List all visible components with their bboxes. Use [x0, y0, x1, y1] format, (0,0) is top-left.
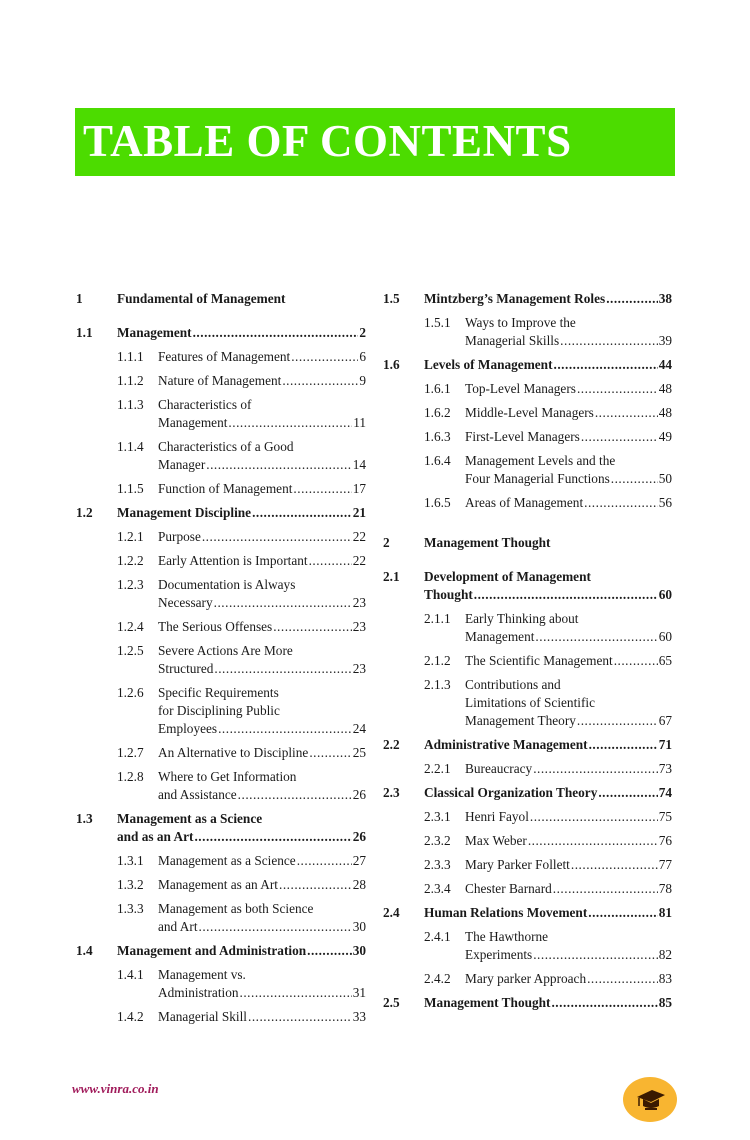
toc-title: Top-Level Managers	[465, 381, 576, 396]
toc-number: 1.2.3	[117, 577, 144, 592]
dot-leader	[193, 324, 359, 342]
toc-title: Structured	[158, 661, 214, 676]
toc-title: and Assistance	[158, 787, 237, 802]
toc-page-number: 39	[658, 333, 672, 348]
toc-page-number: 56	[658, 495, 672, 510]
toc-page-number: 44	[658, 357, 672, 372]
dot-leader	[202, 528, 352, 546]
toc-number: 1.3.1	[117, 853, 144, 868]
toc-page-number: 27	[352, 853, 366, 868]
toc-number: 2.3.2	[424, 833, 451, 848]
toc-number: 2.1.1	[424, 611, 451, 626]
toc-subsection[interactable]	[76, 852, 366, 870]
dot-leader	[206, 456, 351, 474]
toc-subsection[interactable]	[76, 528, 366, 546]
toc-title: Management	[465, 629, 535, 644]
toc-title: Human Relations Movement	[424, 905, 588, 920]
toc-subsection[interactable]	[383, 652, 672, 670]
toc-number: 1.5.1	[424, 315, 451, 330]
toc-title: Management vs.	[158, 967, 246, 982]
toc-number: 1.2.1	[117, 529, 144, 544]
dot-leader	[598, 784, 657, 802]
toc-chapter[interactable]	[383, 534, 672, 552]
dot-leader	[297, 852, 352, 870]
toc-title: Chester Barnard	[465, 881, 552, 896]
toc-page-number: 81	[658, 905, 672, 920]
toc-number: 1.2	[76, 505, 93, 520]
toc-page-number: 74	[658, 785, 672, 800]
dot-leader	[553, 880, 658, 898]
toc-title: Mary parker Approach	[465, 971, 587, 986]
toc-subsection[interactable]	[383, 676, 672, 730]
toc-page-number: 17	[352, 481, 366, 496]
dot-leader	[279, 876, 352, 894]
toc-title: Management as an Art	[158, 877, 279, 892]
toc-title: Management and Administration	[117, 943, 307, 958]
toc-title: Management Thought	[424, 995, 551, 1010]
toc-title: Management	[117, 325, 192, 340]
dot-leader	[614, 652, 658, 670]
dot-leader	[571, 856, 658, 874]
toc-number: 1.4	[76, 943, 93, 958]
toc-subsection[interactable]	[383, 970, 672, 988]
dot-leader	[606, 290, 658, 308]
toc-subsection[interactable]	[76, 1008, 366, 1026]
spacer	[383, 558, 672, 568]
toc-page-number: 26	[352, 829, 366, 844]
toc-title: First-Level Managers	[465, 429, 580, 444]
toc-title: Fundamental of Management	[117, 291, 286, 306]
spacer	[76, 314, 366, 324]
dot-leader	[577, 380, 658, 398]
toc-subsection[interactable]	[383, 380, 672, 398]
toc-page-number: 48	[658, 381, 672, 396]
toc-subsection[interactable]	[76, 552, 366, 570]
toc-number: 1.2.8	[117, 769, 144, 784]
toc-title: Characteristics of	[158, 397, 252, 412]
dot-leader	[194, 828, 351, 846]
toc-number: 1	[76, 291, 83, 306]
toc-title: Four Managerial Functions	[465, 471, 610, 486]
toc-page-number: 23	[352, 619, 366, 634]
toc-page-number: 11	[353, 415, 366, 430]
toc-title: Areas of Management	[465, 495, 584, 510]
toc-title: The Scientific Management	[465, 653, 613, 668]
dot-leader	[595, 404, 658, 422]
toc-page-number: 30	[352, 919, 366, 934]
toc-page-number: 23	[352, 661, 366, 676]
toc-number: 2.3.3	[424, 857, 451, 872]
toc-page-number: 65	[658, 653, 672, 668]
toc-page-number: 25	[352, 745, 366, 760]
toc-number: 2.2	[383, 737, 400, 752]
toc-title: Early Thinking about	[465, 611, 579, 626]
toc-number: 2.1.2	[424, 653, 451, 668]
toc-page-number: 31	[352, 985, 366, 1000]
toc-number: 1.6	[383, 357, 400, 372]
dot-leader	[218, 720, 352, 738]
dot-leader	[551, 994, 657, 1012]
toc-title: Mintzberg’s Management Roles	[424, 291, 606, 306]
toc-section[interactable]	[76, 942, 366, 960]
toc-number: 1.3.2	[117, 877, 144, 892]
toc-number: 1.6.3	[424, 429, 451, 444]
spacer	[383, 518, 672, 534]
toc-title: The Serious Offenses	[158, 619, 273, 634]
dot-leader	[581, 428, 658, 446]
toc-subsection[interactable]	[76, 966, 366, 1002]
toc-number: 1.1.4	[117, 439, 144, 454]
toc-subsection[interactable]	[383, 760, 672, 778]
toc-number: 2.4	[383, 905, 400, 920]
toc-number: 1.2.6	[117, 685, 144, 700]
toc-title: Manager	[158, 457, 206, 472]
toc-number: 1.2.5	[117, 643, 144, 658]
dot-leader	[530, 808, 658, 826]
toc-number: 1.3	[76, 811, 93, 826]
toc-page-number: 48	[658, 405, 672, 420]
toc-subsection[interactable]	[383, 610, 672, 646]
toc-title: Nature of Management	[158, 373, 282, 388]
toc-title: Early Attention is Important	[158, 553, 308, 568]
toc-number: 1.1	[76, 325, 93, 340]
toc-subsection[interactable]	[76, 348, 366, 366]
toc-subsection[interactable]	[383, 428, 672, 446]
toc-number: 2.4.1	[424, 929, 451, 944]
toc-page-number: 9	[359, 373, 366, 388]
dot-leader	[588, 904, 657, 922]
toc-subsection[interactable]	[383, 856, 672, 874]
toc-title: Classical Organization Theory	[424, 785, 598, 800]
toc-number: 1.1.3	[117, 397, 144, 412]
graduation-cap-icon	[623, 1077, 677, 1122]
toc-subsection[interactable]	[383, 452, 672, 488]
toc-page-number: 24	[352, 721, 366, 736]
toc-subsection[interactable]	[383, 404, 672, 422]
dot-leader	[307, 942, 352, 960]
toc-title: Purpose	[158, 529, 201, 544]
toc-page-number: 73	[658, 761, 672, 776]
dot-leader	[214, 594, 352, 612]
toc-subsection[interactable]	[383, 314, 672, 350]
dot-leader	[248, 1008, 352, 1026]
toc-number: 1.1.2	[117, 373, 144, 388]
toc-title: and Art	[158, 919, 198, 934]
toc-subsection[interactable]	[383, 832, 672, 850]
dot-leader	[240, 984, 352, 1002]
toc-chapter[interactable]	[76, 290, 366, 308]
toc-section[interactable]	[383, 784, 672, 802]
toc-subsection[interactable]	[76, 642, 366, 678]
dot-leader	[589, 736, 658, 754]
toc-title: Specific Requirements	[158, 685, 279, 700]
toc-subsection[interactable]	[76, 480, 366, 498]
toc-page-number: 38	[658, 291, 672, 306]
dot-leader	[577, 712, 658, 730]
toc-page-number: 78	[658, 881, 672, 896]
toc-title: Levels of Management	[424, 357, 553, 372]
toc-subsection[interactable]	[76, 372, 366, 390]
title-banner	[75, 108, 675, 176]
toc-subsection[interactable]	[76, 396, 366, 432]
toc-page-number: 67	[658, 713, 672, 728]
toc-title: Management Thought	[424, 535, 551, 550]
toc-page-number: 22	[352, 529, 366, 544]
toc-title: An Alternative to Discipline	[158, 745, 309, 760]
toc-number: 1.1.1	[117, 349, 144, 364]
toc-page-number: 26	[352, 787, 366, 802]
toc-title: Where to Get Information	[158, 769, 297, 784]
toc-title: Severe Actions Are More	[158, 643, 293, 658]
toc-title: Management	[158, 415, 228, 430]
toc-section[interactable]	[76, 324, 366, 342]
dot-leader	[293, 480, 351, 498]
toc-page-number: 30	[352, 943, 366, 958]
toc-page-number: 76	[658, 833, 672, 848]
toc-right-column	[383, 290, 672, 1018]
dot-leader	[199, 918, 352, 936]
toc-number: 2.3	[383, 785, 400, 800]
toc-left-column	[76, 290, 366, 1032]
toc-page-number: 60	[658, 629, 672, 644]
page-title: TABLE OF CONTENTS	[83, 116, 572, 166]
dot-leader	[238, 786, 352, 804]
toc-number: 2.3.1	[424, 809, 451, 824]
toc-title: Max Weber	[465, 833, 527, 848]
toc-title: Mary Parker Follett	[465, 857, 570, 872]
toc-page-number: 83	[658, 971, 672, 986]
toc-title: Employees	[158, 721, 218, 736]
toc-subsection[interactable]	[383, 880, 672, 898]
toc-subsection[interactable]	[76, 576, 366, 612]
toc-section[interactable]	[383, 994, 672, 1012]
toc-number: 1.6.1	[424, 381, 451, 396]
toc-number: 1.6.2	[424, 405, 451, 420]
toc-title: Administrative Management	[424, 737, 588, 752]
toc-title: Management Theory	[465, 713, 576, 728]
toc-section[interactable]	[383, 356, 672, 374]
toc-section[interactable]	[383, 904, 672, 922]
toc-title: Management Discipline	[117, 505, 252, 520]
toc-title: Documentation is Always	[158, 577, 296, 592]
dot-leader	[587, 970, 658, 988]
toc-title: Features of Management	[158, 349, 291, 364]
toc-page-number: 75	[658, 809, 672, 824]
toc-number: 1.4.1	[117, 967, 144, 982]
dot-leader	[528, 832, 658, 850]
dot-leader	[214, 660, 351, 678]
toc-title: Management as a Science	[158, 853, 296, 868]
toc-title: Middle-Level Managers	[465, 405, 594, 420]
toc-title: Administration	[158, 985, 239, 1000]
toc-page-number: 2	[359, 325, 366, 340]
toc-title: Thought	[424, 587, 473, 602]
toc-subsection[interactable]	[76, 618, 366, 636]
toc-page-number: 22	[352, 553, 366, 568]
toc-number: 1.5	[383, 291, 400, 306]
toc-page-number: 82	[658, 947, 672, 962]
toc-title: Limitations of Scientific	[465, 695, 595, 710]
dot-leader	[474, 586, 658, 604]
toc-number: 2.5	[383, 995, 400, 1010]
toc-number: 2	[383, 535, 390, 550]
toc-number: 1.3.3	[117, 901, 144, 916]
toc-title: Managerial Skills	[465, 333, 560, 348]
toc-number: 2.1	[383, 569, 400, 584]
dot-leader	[533, 946, 657, 964]
dot-leader	[535, 628, 657, 646]
footer-website-link[interactable]: www.vinra.co.in	[72, 1081, 159, 1096]
toc-page-number: 85	[658, 995, 672, 1010]
toc-title: Management Levels and the	[465, 453, 616, 468]
toc-title: Management as a Science	[117, 811, 263, 826]
toc-subsection[interactable]	[76, 438, 366, 474]
toc-title: Function of Management	[158, 481, 293, 496]
toc-number: 1.2.7	[117, 745, 144, 760]
dot-leader	[282, 372, 358, 390]
toc-subsection[interactable]	[383, 808, 672, 826]
dot-leader	[560, 332, 658, 350]
toc-page-number: 71	[658, 737, 672, 752]
dot-leader	[228, 414, 352, 432]
toc-subsection[interactable]	[383, 494, 672, 512]
toc-title: Managerial Skill	[158, 1009, 247, 1024]
toc-page-number: 49	[658, 429, 672, 444]
dot-leader	[273, 618, 351, 636]
toc-number: 1.6.4	[424, 453, 451, 468]
toc-subsection[interactable]	[76, 744, 366, 762]
toc-title: Management as both Science	[158, 901, 314, 916]
toc-page-number: 50	[658, 471, 672, 486]
toc-page-number: 60	[658, 587, 672, 602]
toc-page-number: 77	[658, 857, 672, 872]
dot-leader	[252, 504, 352, 522]
toc-number: 1.4.2	[117, 1009, 144, 1024]
dot-leader	[309, 552, 352, 570]
toc-number: 2.1.3	[424, 677, 451, 692]
toc-section[interactable]	[383, 290, 672, 308]
toc-title: The Hawthorne	[465, 929, 549, 944]
toc-section[interactable]	[383, 568, 672, 604]
toc-section[interactable]	[76, 810, 366, 846]
toc-number: 2.2.1	[424, 761, 451, 776]
toc-subsection[interactable]	[76, 684, 366, 738]
toc-section[interactable]	[383, 736, 672, 754]
toc-title: Bureaucracy	[465, 761, 533, 776]
toc-number: 1.6.5	[424, 495, 451, 510]
toc-page-number: 6	[359, 349, 366, 364]
dot-leader	[554, 356, 658, 374]
toc-subsection[interactable]	[76, 900, 366, 936]
toc-page-number: 14	[352, 457, 366, 472]
toc-section[interactable]	[76, 504, 366, 522]
toc-page-number: 33	[352, 1009, 366, 1024]
toc-title: Characteristics of a Good	[158, 439, 294, 454]
dot-leader	[533, 760, 658, 778]
toc-number: 2.4.2	[424, 971, 451, 986]
dot-leader	[611, 470, 658, 488]
toc-title: Development of Management	[424, 569, 591, 584]
toc-title: Contributions and	[465, 677, 561, 692]
toc-title: and as an Art	[117, 829, 194, 844]
toc-page-number: 21	[352, 505, 366, 520]
dot-leader	[584, 494, 658, 512]
dot-leader	[309, 744, 351, 762]
toc-number: 1.1.5	[117, 481, 144, 496]
toc-title: Henri Fayol	[465, 809, 529, 824]
toc-subsection[interactable]	[383, 928, 672, 964]
toc-subsection[interactable]	[76, 768, 366, 804]
dot-leader	[291, 348, 358, 366]
toc-number: 1.2.4	[117, 619, 144, 634]
toc-title: Ways to Improve the	[465, 315, 576, 330]
publisher-logo	[623, 1077, 677, 1122]
toc-title: for Disciplining Public	[158, 703, 280, 718]
toc-number: 1.2.2	[117, 553, 144, 568]
toc-title: Necessary	[158, 595, 213, 610]
toc-subsection[interactable]	[76, 876, 366, 894]
toc-title: Experiments	[465, 947, 533, 962]
toc-page-number: 23	[352, 595, 366, 610]
toc-page-number: 28	[352, 877, 366, 892]
toc-number: 2.3.4	[424, 881, 451, 896]
